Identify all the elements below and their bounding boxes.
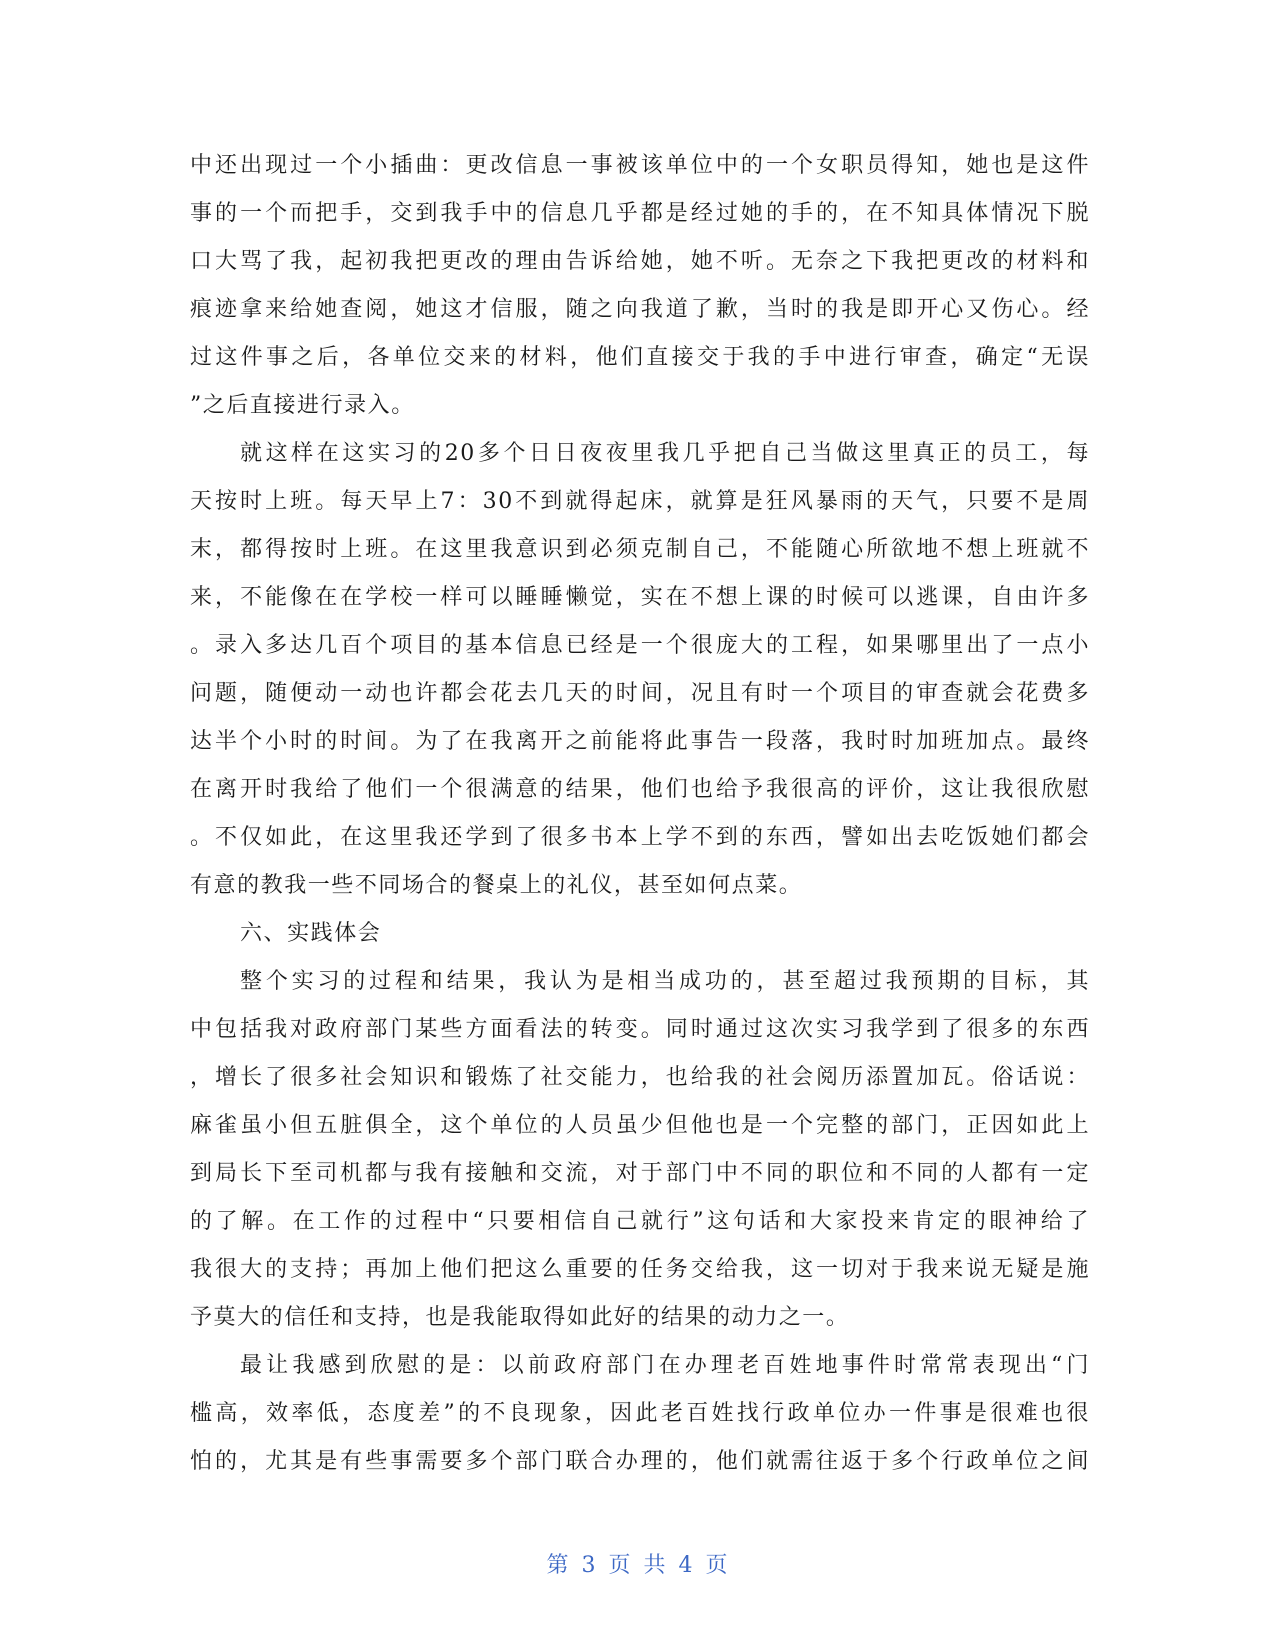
text-line: 到局长下至司机都与我有接触和交流，对于部门中不同的职位和不同的人都有一定 [190,1161,1090,1186]
text-line: 过这件事之后，各单位交来的材料，他们直接交于我的手中进行审查，确定“无误 [190,345,1090,370]
text-line: 中包括我对政府部门某些方面看法的转变。同时通过这次实习我学到了很多的东西 [190,1017,1090,1042]
text-line: 的了解。在工作的过程中“只要相信自己就行”这句话和大家投来肯定的眼神给了 [190,1209,1090,1234]
text-line: 六、实践体会 [240,921,382,946]
footer-total-pages: 4 [678,1553,694,1578]
text-line: 末，都得按时上班。在这里我意识到必须克制自己，不能随心所欲地不想上班就不 [190,537,1090,562]
text-line: 中还出现过一个小插曲：更改信息一事被该单位中的一个女职员得知，她也是这件 [190,153,1090,178]
footer-total-prefix: 共 [643,1553,667,1578]
footer-total-label: 页 [705,1553,729,1578]
text-line: 就这样在这实习的20多个日日夜夜里我几乎把自己当做这里真正的员工，每 [240,441,1090,466]
footer-page-label: 页 [608,1553,632,1578]
text-line: ”之后直接进行录入。 [190,393,415,418]
text-line: 怕的，尤其是有些事需要多个部门联合办理的，他们就需往返于多个行政单位之间 [190,1449,1090,1474]
document-body [190,142,1090,1486]
text-line: 问题，随便动一动也许都会花去几天的时间，况且有时一个项目的审查就会花费多 [190,681,1090,706]
text-line: 我很大的支持；再加上他们把这么重要的任务交给我，这一切对于我来说无疑是施 [190,1257,1090,1282]
text-line: 有意的教我一些不同场合的餐桌上的礼仪，甚至如何点菜。 [190,873,803,898]
text-line: 痕迹拿来给她查阅，她这才信服，随之向我道了歉，当时的我是即开心又伤心。经 [190,297,1090,322]
text-line: 麻雀虽小但五脏俱全，这个单位的人员虽少但他也是一个完整的部门，正因如此上 [190,1113,1090,1138]
footer-current-page: 3 [581,1553,597,1578]
text-line: 口大骂了我，起初我把更改的理由告诉给她，她不听。无奈之下我把更改的材料和 [190,249,1090,274]
text-line: 达半个小时的时间。为了在我离开之前能将此事告一段落，我时时加班加点。最终 [190,729,1090,754]
text-line: 事的一个而把手，交到我手中的信息几乎都是经过她的手的，在不知具体情况下脱 [190,201,1090,226]
text-line: 在离开时我给了他们一个很满意的结果，他们也给予我很高的评价，这让我很欣慰 [190,777,1090,802]
footer-page-prefix: 第 [546,1553,570,1578]
text-line: 天按时上班。每天早上7：30不到就得起床，就算是狂风暴雨的天气，只要不是周 [190,489,1090,514]
text-line: 予莫大的信任和支持，也是我能取得如此好的结果的动力之一。 [190,1305,850,1330]
text-line: 最让我感到欣慰的是：以前政府部门在办理老百姓地事件时常常表现出“门 [240,1353,1090,1378]
text-line: 。不仅如此，在这里我还学到了很多书本上学不到的东西，譬如出去吃饭她们都会 [190,825,1090,850]
text-line: 整个实习的过程和结果，我认为是相当成功的，甚至超过我预期的目标，其 [240,969,1090,994]
text-line: 槛高，效率低，态度差”的不良现象，因此老百姓找行政单位办一件事是很难也很 [190,1401,1090,1426]
text-line: ，增长了很多社会知识和锻炼了社交能力，也给我的社会阅历添置加瓦。俗话说： [190,1065,1090,1090]
text-line: 。录入多达几百个项目的基本信息已经是一个很庞大的工程，如果哪里出了一点小 [190,633,1090,658]
page-number-footer [0,1548,1275,1579]
text-line: 来，不能像在在学校一样可以睡睡懒觉，实在不想上课的时候可以逃课，自由许多 [190,585,1090,610]
